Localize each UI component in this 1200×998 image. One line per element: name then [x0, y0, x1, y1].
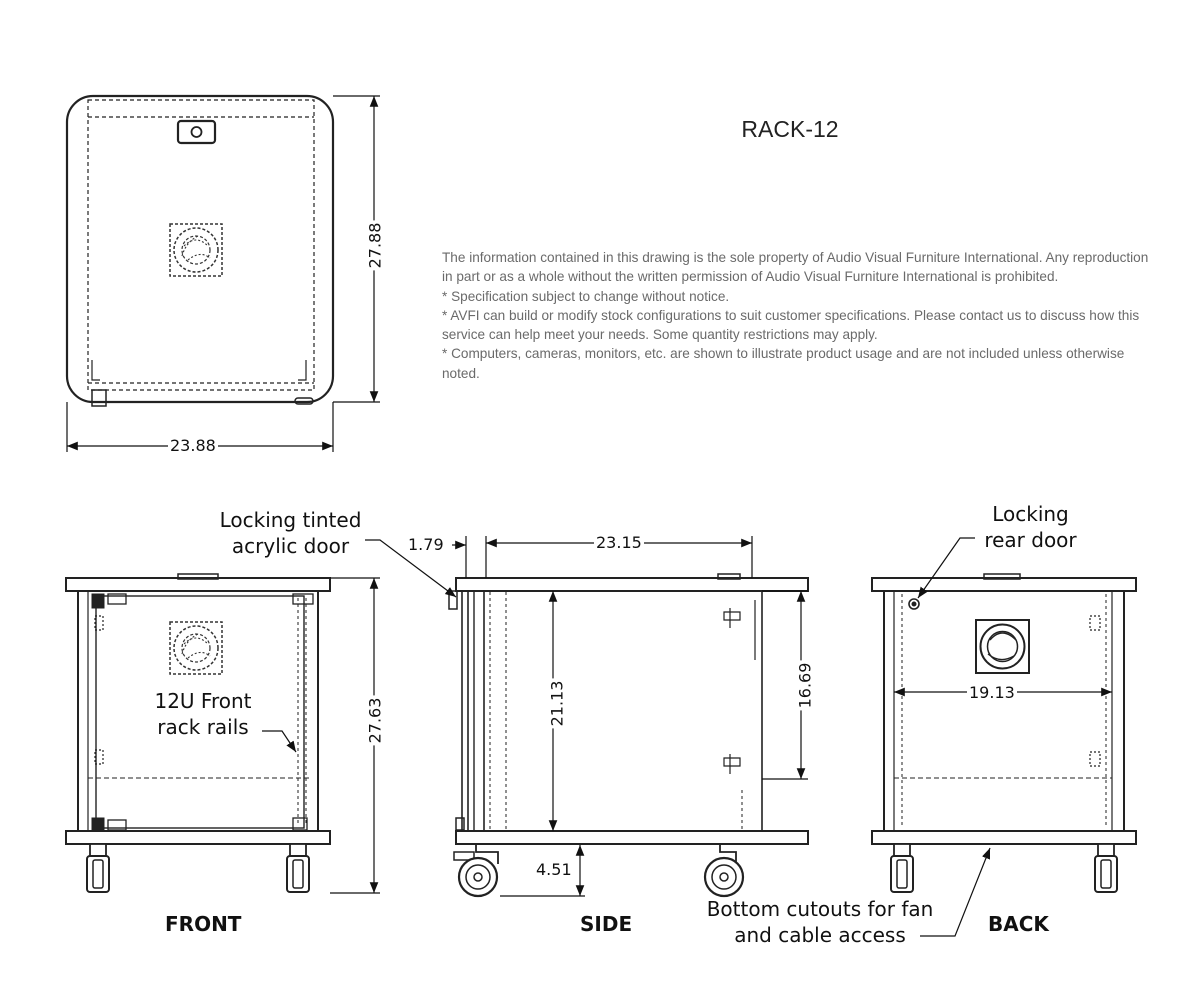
rear-door-callout-line2: rear door: [984, 528, 1077, 552]
top-width-dim: 23.88: [170, 436, 216, 455]
front-view-label: FRONT: [165, 912, 242, 936]
door-callout: [208, 507, 373, 559]
side-door-offset-dim: 1.79: [408, 535, 444, 554]
top-depth-dim: 27.88: [365, 222, 385, 269]
front-left-caster: [87, 844, 109, 892]
side-rail-height-dim: 16.69: [795, 662, 815, 709]
back-view: [872, 574, 1136, 844]
top-fan-icon: [170, 224, 222, 276]
front-dim-lines: [262, 578, 380, 893]
drawing-title: RACK-12: [741, 116, 839, 142]
side-view: [449, 574, 808, 864]
front-fan-icon: [170, 622, 222, 674]
bottom-callout-line2: and cable access: [734, 923, 906, 947]
back-left-caster: [891, 844, 913, 892]
side-view-label: SIDE: [580, 912, 633, 936]
note-copyright: The information contained in this drawing is the sole property of Audio Visual Furniture International. Any reproduction in part or as a whole without the written permission of Audio Visual Furniture International is prohibited.: [442, 250, 1149, 285]
back-interior-width-dim: 19.13: [969, 683, 1015, 702]
back-view-label: BACK: [988, 912, 1049, 936]
back-right-caster: [1095, 844, 1117, 892]
rails-callout-line2: rack rails: [157, 715, 249, 739]
top-view: [67, 96, 333, 406]
front-right-caster: [287, 844, 309, 892]
back-dim-lines: [894, 538, 1112, 936]
side-left-wheel: [459, 858, 497, 896]
notes-block: [442, 248, 1162, 383]
side-interior-height-dim: 21.13: [547, 680, 567, 727]
door-callout-line1: Locking tinted: [219, 508, 362, 532]
side-right-wheel: [705, 858, 743, 896]
note-specification: * Specification subject to change without notice.: [442, 288, 730, 304]
rails-callout: [148, 688, 258, 740]
side-depth-dim: 23.15: [596, 533, 642, 552]
side-caster-height-dim: 4.51: [536, 860, 572, 879]
bottom-callout-line1: Bottom cutouts for fan: [706, 897, 934, 921]
door-callout-line2: acrylic door: [231, 534, 350, 558]
rear-door-callout-line1: Locking: [992, 502, 1069, 526]
note-product-usage: * Computers, cameras, monitors, etc. are shown to illustrate product usage and are not included unless otherwise noted.: [442, 346, 1125, 381]
note-custom-builds: * AVFI can build or modify stock configurations to suit customer specifications. Please contact us to discuss how this service can help meet your needs. Some quantity restrictions may apply.: [442, 307, 1140, 343]
rear-door-callout: [968, 501, 1093, 553]
rails-callout-line1: 12U Front: [154, 689, 252, 713]
bottom-cutouts-callout: [690, 896, 950, 948]
front-height-dim: 27.63: [365, 697, 385, 744]
